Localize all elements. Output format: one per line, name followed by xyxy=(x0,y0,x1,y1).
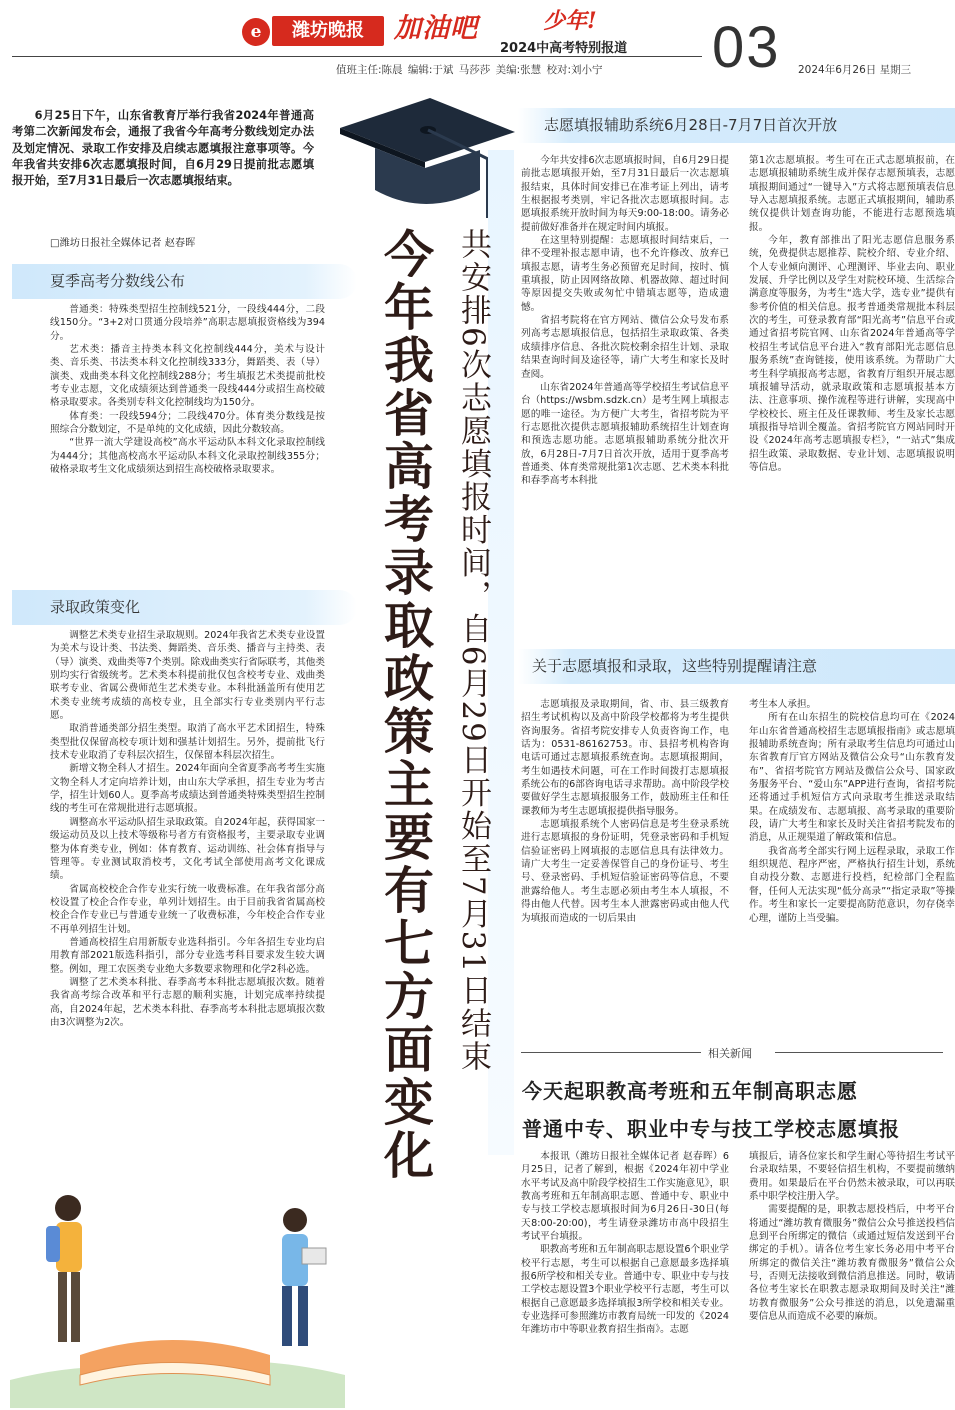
masthead-divider xyxy=(12,56,702,57)
section-header-system xyxy=(518,108,955,143)
system-body-right xyxy=(749,154,955,474)
scores-body xyxy=(50,303,325,476)
system-paragraph: 第1次志愿填报。考生可在正式志愿填报前，在志愿填报辅助系统生成并保存志愿预填表，志愿填报期间通过“一键导入”方式将志愿预填表信息导入志愿填报系统。志愿正式填报期间，辅助系统仅提供计划查询功能，不能进行志愿预选填报。 xyxy=(749,155,955,233)
related-title-line2: 普通中专、职业中专与技工学校志愿填报 xyxy=(522,1117,900,1141)
policy-body xyxy=(50,629,325,1029)
reminders-paragraph: 我省高考全部实行网上远程录取，录取工作组织规范、程序严密，严格执行招生计划，系统自动投分数、志愿进行投档，纪检部门全程监督，任何人无法实现“低分高录”“指定录取”等操作。考生和家长一定要提高防范意识，勿存侥幸心理，谨防上当受骗。 xyxy=(749,845,955,924)
related-divider-right xyxy=(775,1052,943,1053)
staff-line: 值班主任:陈晨 编辑:于斌 马莎莎 美编:张慧 校对:刘小宁 xyxy=(336,64,603,76)
lead-text: 6月25日下午，山东省教育厅举行我省2024年普通高考第二次新闻发布会，通报了我省今年高考分数线划定办法及划定情况、录取工作安排及启续志愿填报注意事项等。今年我省共安排6次志愿填报时间，自6月29日提前批志愿填报开始，至7月31日最后一次志愿填报结束。 xyxy=(12,109,314,188)
reminders-body-right xyxy=(749,698,955,925)
reminders-body-left xyxy=(521,698,729,925)
reminders-paragraph: 考生本人承担。 xyxy=(749,699,817,710)
lead-paragraph xyxy=(12,108,314,189)
newspaper-logo-icon: e xyxy=(242,18,270,46)
related-body-right xyxy=(749,1150,955,1323)
system-body-left xyxy=(521,154,729,488)
policy-paragraph: 调整艺术类专业招生录取规则。2024年我省艺术类专业设置为美术与设计类、书法类、舞蹈类、音乐类、播音与主持类、表（导）演类、戏曲类等7个类别。除戏曲类实行省际联考，其他类别均实行省级统考。艺术类本科提前批仅包含校考专业、戏曲类联考专业、省属公费师范生艺术类专业。本科批涵盖所有使用艺术类专业统考成绩的高校专业，且全部实行专业类别内平行志愿。 xyxy=(50,630,325,722)
system-paragraph: 在这里特别提醒：志愿填报时间结束后，一律不受理补报志愿申请，也不允许修改、放弃已填报志愿，请考生务必预留充足时间，按时、慎重填报，防止因网络故障、机器故障、超过时间等原因提交失败或匆忙中错填志愿等，造成遗憾。 xyxy=(521,235,729,313)
page-number: 03 xyxy=(712,15,781,80)
main-headline: 今年我省高考录取政策主要有七方面变化 xyxy=(376,228,435,1182)
system-paragraph: 今年共安排6次志愿填报时间，自6月29日提前批志愿填报开始，至7月31日最后一次志愿填报结束，具体时间安排已在准考证上列出，请考生根据报考类别，牢记各批次志愿填报时间。志愿填报系统开放时间为每天9:00-18:00。请务必提前做好准备并在规定时间内填报。 xyxy=(521,155,729,233)
section-header-scores xyxy=(12,264,357,299)
policy-paragraph: 取消普通类部分招生类型。取消了高水平艺术团招生，特殊类型批仅保留高校专项计划和强基计划招生。另外，提前批飞行技术专业取消了专科层次招生，仅保留本科层次招生。 xyxy=(50,723,325,762)
related-paragraph: 需要提醒的是，职教志愿投档后，中考平台将通过“潍坊教育微服务”微信公众号推送投档信息到平台所绑定的微信（或通过短信发送到平台绑定的手机）。请各位考生家长务必用中考平台所绑定的微信关注“潍坊教育微服务”微信公众号，否则无法接收到微信消息推送。同时，敬请各位考生家长在职教志愿录取期间及时关注“潍坊教育微服务”公众号推送的消息，以免遗漏重要信息从而造成不必要的麻烦。 xyxy=(749,1204,955,1323)
section-title-reminders: 关于志愿填报和录取，这些特别提醒请注意 xyxy=(532,657,818,675)
related-title-line1: 今天起职教高考班和五年制高职志愿 xyxy=(522,1079,858,1103)
reminders-paragraph: 所有在山东招生的院校信息均可在《2024年山东省普通高校招生志愿填报指南》或志愿填报辅助系统查询；所有录取考生信息均可通过山东省教育厅官方网站及微信公众号“山东教育发布”、省招考院官方网站及微信公众号、国家政务服务平台、“爱山东”APP进行查询，省招考院还将通过手机短信方式向录取考生推送录取结果。在成绩发布、志愿填报、高考录取的重要阶段，请广大考生和家长及时关注省招考院发布的消息，从正规渠道了解政策和信息。 xyxy=(749,712,955,844)
related-news-label: 相关新闻 xyxy=(704,1045,756,1061)
related-paragraph: 填报后，请各位家长和学生耐心等待招生考试平台录取结果，不要轻信招生机构，不要提前缴纳费用。如果最后在平台仍然未被录取，可以再联系中职学校注册入学。 xyxy=(749,1151,955,1203)
slogan: 加油吧 xyxy=(394,13,478,44)
system-paragraph: 山东省2024年普通高等学校招生考试信息平台（https://wsbm.sdzk.cn）是考生网上填报志愿的唯一途径。为方便广大考生，省招考院为平行志愿批次提供志愿填报辅助系统招生计划查询和预选志愿功能。志愿填报辅助系统分批次开放，6月28日-7月7日首次开放，适用于夏季高考普通类、体育类常规批第1次志愿、艺术类本科批和春季高考本科批 xyxy=(521,381,729,487)
section-title-policy: 录取政策变化 xyxy=(50,598,141,616)
students-on-book-illustration xyxy=(10,1190,345,1408)
issue-date: 2024年6月26日 星期三 xyxy=(798,64,912,76)
issue-title: 2024中高考特别报道 xyxy=(500,41,628,56)
newspaper-name: 潍坊晚报 xyxy=(272,16,384,46)
policy-paragraph: 普通高校招生启用新版专业选科指引。今年各招生专业均启用教育部2021版选科指引，部分专业选考科目要求发生较大调整。例如，理工农医类专业绝大多数要求物理和化学2科必选。 xyxy=(50,936,325,975)
related-paragraph: 本报讯（潍坊日报社全媒体记者 赵春晖）6月25日，记者了解到，根据《2024年初中学业水平考试及高中阶段学校招生工作实施意见》，职教高考班和五年制高职志愿、普通中专、职业中专与技工学校志愿填报时间为6月26日-30日(每天8:00-20:00)，考生请登录潍坊市高中段招生考试平台填报。 xyxy=(521,1151,729,1243)
policy-paragraph: 新增文物全科人才招生。2024年面向全省夏季高考考生实施文物全科人才定向培养计划，由山东大学承担，招生专业为考古学，招生计划60人。夏季高考成绩达到普通类特殊类型招生控制线的考生可在常规批进行志愿填报。 xyxy=(50,763,325,815)
related-body-left xyxy=(521,1150,729,1337)
related-divider-left xyxy=(521,1052,701,1053)
reminders-paragraph: 志愿填报系统个人密码信息是考生登录系统进行志愿填报的身份证明，凭登录密码和手机短信验证密码上网填报的志愿信息具有法律效力。请广大考生一定妥善保管自己的身份证号、考生号、登录密码、手机短信验证密码等信息，不要泄露给他人。考生志愿必须由考生本人填报，不得由他人代替。因考生本人泄露密码或由他人代为填报而造成的一切后果由 xyxy=(521,819,729,924)
slogan-tail: 少年! xyxy=(543,8,597,34)
scores-paragraph: 体育类：一段线594分；二段线470分。体育类分数线是按照综合分数划定，不是单纯的文化成绩，因此分数较高。 xyxy=(50,410,325,436)
section-title-scores: 夏季高考分数线公布 xyxy=(50,272,186,290)
scores-paragraph: 普通类：特殊类型招生控制线521分，一段线444分，二段线150分。“3+2对口贯通分段培养”高职志愿填报资格线为394分。 xyxy=(50,304,325,342)
policy-paragraph: 调整了艺术类本科批、春季高考本科批志愿填报次数。随着我省高考综合改革和平行志愿的顺利实施，计划完成率持续提高，自2024年起，艺术类本科批、春季高考本科批志愿填报次数由3次调整为2次。 xyxy=(50,976,325,1028)
lead-credit: □潍坊日报社全媒体记者 赵春晖 xyxy=(50,238,196,249)
policy-paragraph: 调整高水平运动队招生录取政策。自2024年起，获得国家一级运动员及以上技术等级称号者方有资格报考，主要录取专业调整为体育类专业，例如：体育教育、运动训练、社会体育指导与管理等。专业测试取消校考，文化考试全部使用高考文化课成绩。 xyxy=(50,816,325,882)
sub-headline: 共安排6次志愿填报时间，自6月29日开始至7月31日结束 xyxy=(455,228,491,1074)
system-paragraph: 省招考院将在官方网站、微信公众号发布系列高考志愿填报信息，包括招生录取政策、各类成绩排序信息、各批次院校剩余招生计划、录取结果查询时间及途径等，请广大考生和家长及时查阅。 xyxy=(521,315,729,380)
section-title-system: 志愿填报辅助系统6月28日-7月7日首次开放 xyxy=(544,116,838,134)
scores-paragraph: “世界一流大学建设高校”高水平运动队本科文化录取控制线为444分；其他高校高水平运动队本科文化录取控制线355分；破格录取考生文化成绩须达到招生高校破格录取要求。 xyxy=(50,437,325,476)
scores-paragraph: 艺术类：播音主持类本科文化控制线444分，美术与设计类、音乐类、书法类本科文化控制线333分，舞蹈类、表（导）演类、戏曲类本科文化控制线288分；考生填报艺术类提前批校考专业志愿，文化成绩须达到普通类一段线444分或招生高校破格录取要求。各类别专科文化控制线均为150分。 xyxy=(50,344,325,409)
section-header-policy xyxy=(12,590,357,625)
related-paragraph: 职教高考班和五年制高职志愿设置6个职业学校平行志愿，考生可以根据自己意愿最多选择填报6所学校和相关专业。普通中专、职业中专与技工学校志愿设置3个职业学校平行志愿，考生可以根据自己意愿最多选择填报3所学校和相关专业。专业选择可参照潍坊市教育局统一印发的《2024年潍坊市中等职业教育招生指南》。志愿 xyxy=(521,1244,729,1336)
section-header-reminders xyxy=(518,649,955,684)
system-paragraph: 今年，教育部推出了阳光志愿信息服务系统，免费提供志愿推荐、院校介绍、专业介绍、个人专业倾向测评、心理测评、毕业去向、职业发展、升学比例以及学生对院校环境、生活综合满意度等服务，为考生“选大学，选专业”提供有参考价值的相关信息。报考普通类常规批本科层次的考生，可登录教育部“阳光高考”信息平台或通过省招考院官网、山东省2024年普通高等学校招生考试信息平台进入“教育部阳光志愿信息服务系统”查询链接，使用该系统。为帮助广大考生科学填报高考志愿，省教育厅组织开展志愿填报辅导活动，就录取政策和志愿填报基本方法、注意事项、操作流程等进行讲解，实现高中学校校长、班主任及任课教师、考生及家长志愿填报指导培训全覆盖。省招考院官方网站同时开设《2024年高考志愿填报专栏》，“一站式”集成招生政策、录取数据、专业计划、志愿填报说明等信息。 xyxy=(749,235,955,473)
policy-paragraph: 省属高校校企合作专业实行统一收费标准。在年我省部分高校设置了校企合作专业，单列计划招生。由于目前我省省属高校校企合作专业已与普通专业统一了收费标准，今年校企合作专业不再单列招生计划。 xyxy=(50,883,325,935)
masthead xyxy=(0,0,955,88)
reminders-paragraph: 志愿填报及录取期间，省、市、县三级教育招生考试机构以及高中阶段学校都将为考生提供咨询服务。省招考院安排专人负责咨询工作，电话为：0531-86162753。市、县招考机构咨询电话可通过志愿填报系统查询。志愿填报期间，考生如遇技术问题，可在工作时间拨打志愿填报系统公布的6部咨询电话寻求帮助。高中阶段学校要做好学生志愿填报服务工作，鼓励班主任和任课教师为考生志愿填报提供指导服务。 xyxy=(521,699,729,817)
